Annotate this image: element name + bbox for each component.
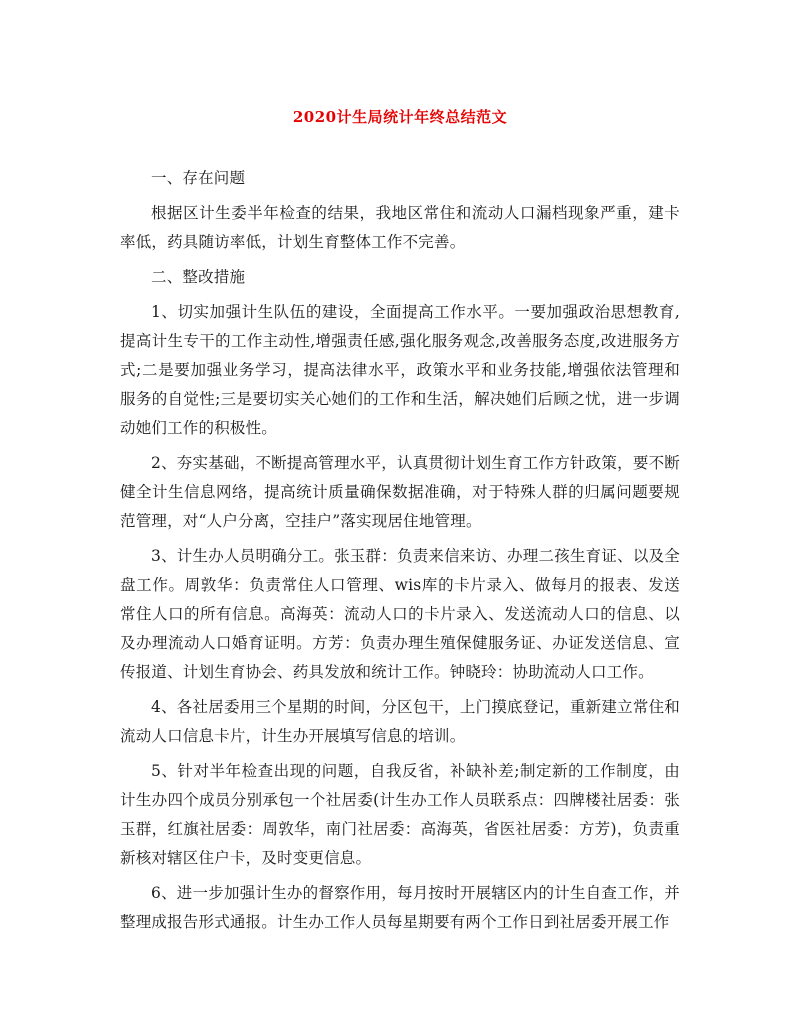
paragraph-measure-4: 4、各社居委用三个星期的时间，分区包干，上门摸底登记，重新建立常住和流动人口信息卡片，计生办开展填写信息的培训。 [120, 698, 680, 745]
paragraph-measure-5: 5、针对半年检查出现的问题，自我反省，补缺补差;制定新的工作制度，由计生办四个成员分别承包一个社居委(计生办工作人员联系点：四牌楼社居委：张玉群，红旗社居委：周敦华，南门社居委：高海英，省医社居委：方芳)，负责重新核对辖区住户卡，及时变更信息。 [120, 762, 680, 867]
section-heading-problems: 一、存在问题 [151, 169, 246, 187]
paragraph-measure-6: 6、进一步加强计生办的督察作用，每月按时开展辖区内的计生自查工作，并整理成报告形式通报。计生办工作人员每星期要有两个工作日到社居委开展工作 [120, 884, 680, 931]
paragraph-measure-1: 1、切实加强计生队伍的建设，全面提高工作水平。一要加强政治思想教育,提高计生专干的工作主动性,增强责任感,强化服务观念,改善服务态度,改进服务方式;二是要加强业务学习，提高法律水平，政策水平和业务技能,增强依法管理和服务的自觉性;三是要切实关心她们的工作和生活，解决她们后顾之忧，进一步调动她们工作的积极性。 [120, 303, 680, 437]
paragraph-measure-2: 2、夯实基础，不断提高管理水平，认真贯彻计划生育工作方针政策，要不断健全计生信息网络，提高统计质量确保数据准确，对于特殊人群的归属问题要规范管理，对“人户分离，空挂户”落实现居住地管理。 [120, 454, 680, 530]
paragraph-problems: 根据区计生委半年检查的结果，我地区常住和流动人口漏档现象严重，建卡率低，药具随访率低，计划生育整体工作不完善。 [120, 204, 680, 251]
document-title: 2020计生局统计年终总结范文 [292, 108, 508, 126]
section-heading-measures: 二、整改措施 [151, 268, 246, 286]
document-body [120, 164, 680, 943]
paragraph-measure-3: 3、计生办人员明确分工。张玉群：负责来信来访、办理二孩生育证、以及全盘工作。周敦华：负责常住人口管理、wis库的卡片录入、做每月的报表、发送常住人口的所有信息。高海英：流动人口的卡片录入、发送流动人口的信息、以及办理流动人口婚育证明。方芳：负责办理生殖保健服务证、办证发送信息、宣传报道、计划生育协会、药具发放和统计工作。钟晓玲：协助流动人口工作。 [120, 547, 680, 681]
